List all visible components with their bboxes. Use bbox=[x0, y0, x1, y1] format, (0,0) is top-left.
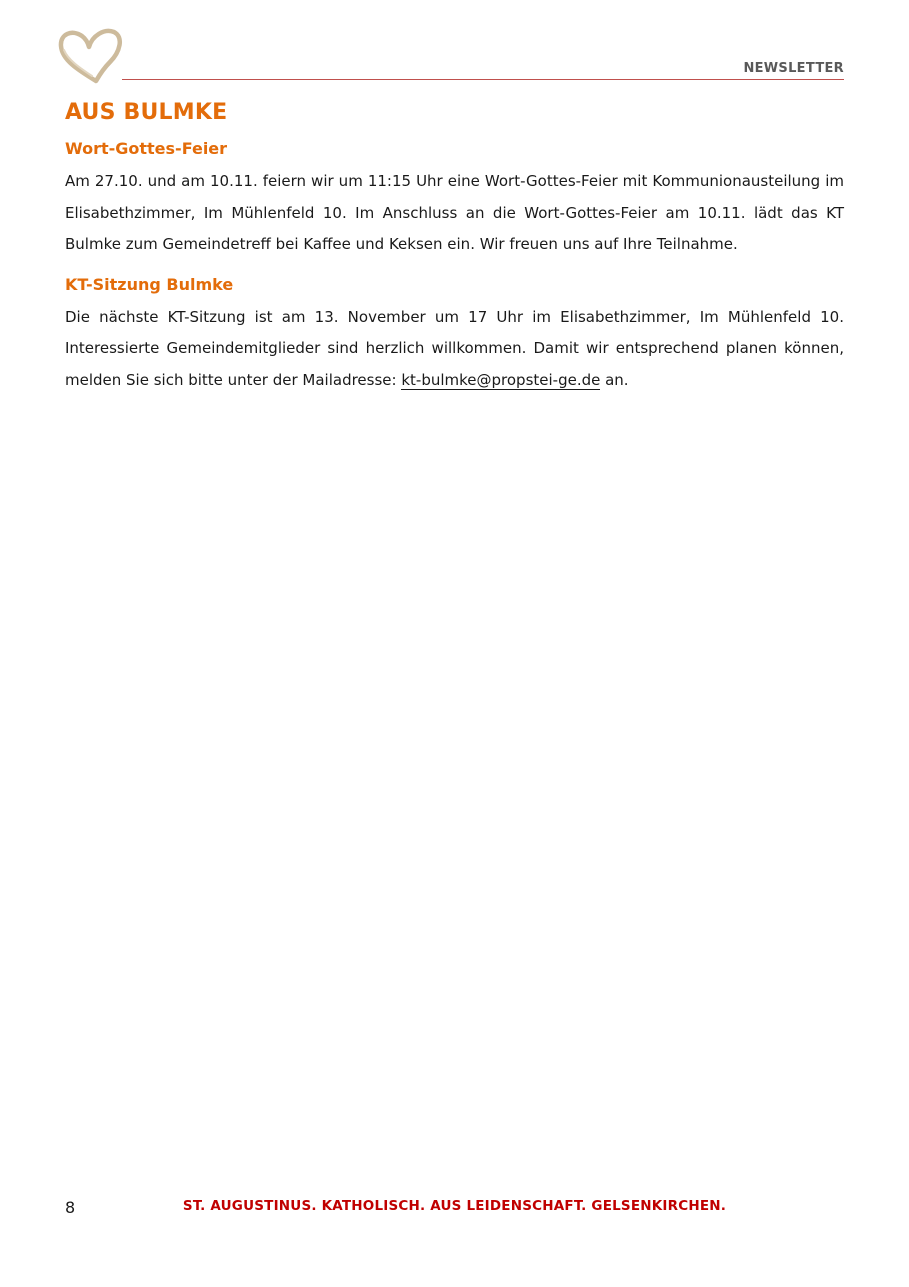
newsletter-content bbox=[65, 98, 844, 396]
section-heading-kt-sitzung: KT-Sitzung Bulmke bbox=[65, 274, 234, 294]
kt-sitzung-text: Die nächste KT-Sitzung ist am 13. November um 17 Uhr im Elisabethzimmer, Im Mühlenfeld 10. Interessierte Gemeindemitglieder sind herzlich willkommen. Damit wir entsprechend planen können, melden Sie sich bitte unter der Mailadresse: bbox=[65, 307, 844, 389]
page-number: 8 bbox=[65, 1198, 76, 1217]
header-label: NEWSLETTER bbox=[743, 61, 844, 76]
section-text-kt-sitzung bbox=[65, 302, 844, 397]
kt-sitzung-text-end: an. bbox=[600, 370, 629, 389]
footer-slogan: ST. AUGUSTINUS. KATHOLISCH. AUS LEIDENSCHAFT. GELSENKIRCHEN. bbox=[182, 1198, 727, 1214]
heart-outline-icon bbox=[56, 26, 126, 84]
page-title: AUS BULMKE bbox=[65, 100, 228, 125]
email-link[interactable]: kt-bulmke@propstei-ge.de bbox=[401, 370, 601, 389]
section-heading-wort-gottes-feier: Wort-Gottes-Feier bbox=[65, 139, 228, 158]
header-rule bbox=[122, 79, 844, 80]
section-text-wort-gottes-feier: Am 27.10. und am 10.11. feiern wir um 11:15 Uhr eine Wort-Gottes-Feier mit Kommunionausteilung im Elisabethzimmer, Im Mühlenfeld 10. Im Anschluss an die Wort-Gottes-Feier am 10.11. lädt das KT Bulmke zum Gemeindetreff bei Kaffee und Keksen ein. Wir freuen uns auf Ihre Teilnahme. bbox=[65, 172, 844, 253]
